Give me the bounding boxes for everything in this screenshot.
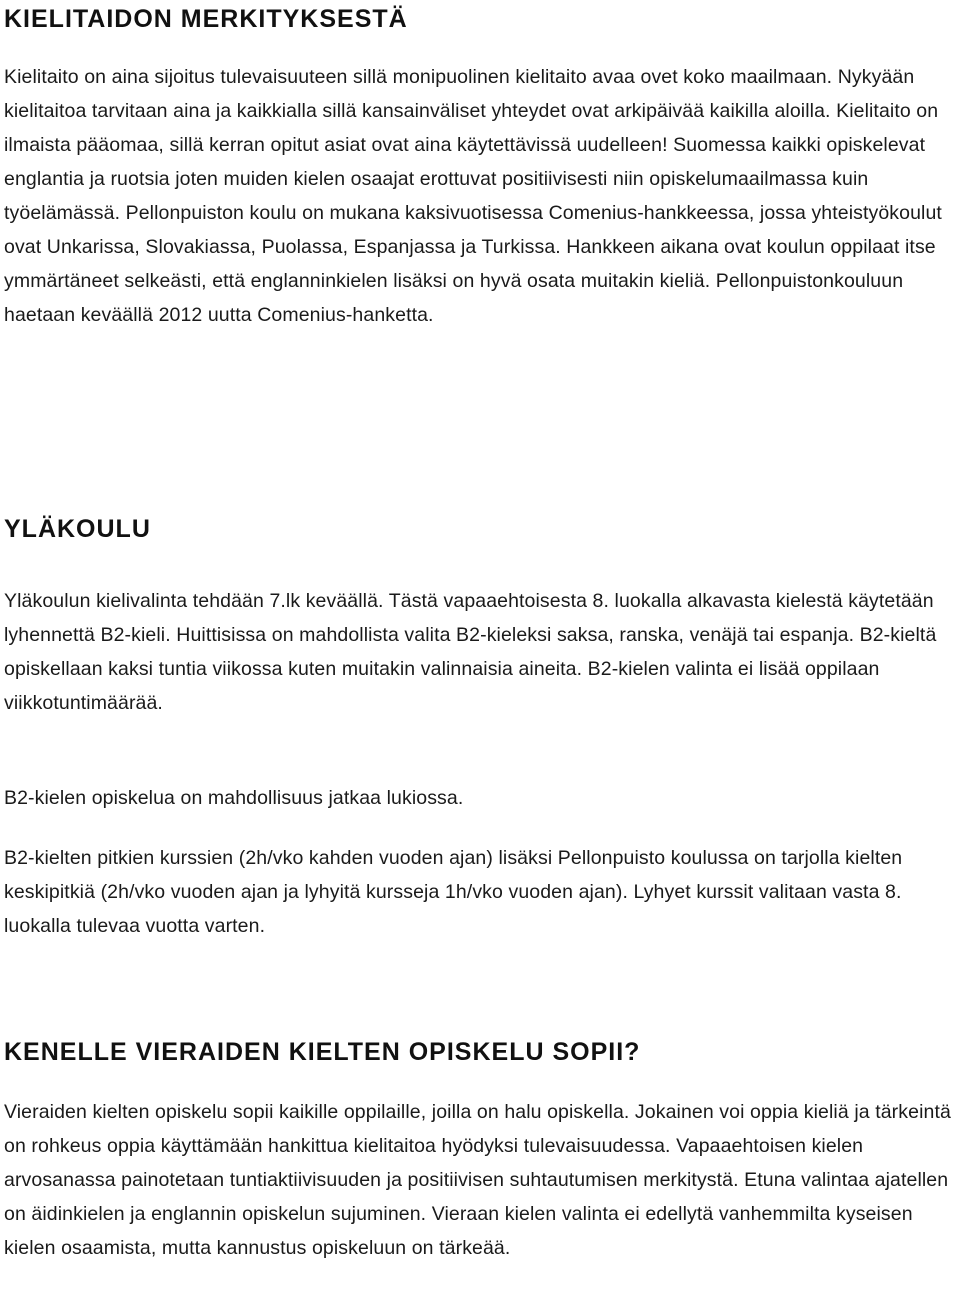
section-title-who-suits: KENELLE VIERAIDEN KIELTEN OPISKELU SOPII? (4, 1038, 641, 1066)
section-title-upper-school: YLÄKOULU (4, 515, 151, 543)
section-paragraph: Kielitaito on aina sijoitus tulevaisuuteen sillä monipuolinen kielitaito avaa ovet koko maailmaan. Nykyään kielitaitoa tarvitaan aina ja kaikkialla sillä kansainväliset yhteydet ovat arkipäivää kaikilla aloilla. Kielitaito on ilmaista pääomaa, sillä kerran opitut asiat ovat aina käytettävissä uudelleen! Suomessa kaikki opiskelevat englantia ja ruotsia joten muiden kielen osaajat erottuvat positiivisesti niin opiskelumaailmassa kuin työelämässä. Pellonpuiston koulu on mukana kaksivuotisessa Comenius-hankkeessa, jossa yhteistyökoulut ovat Unkarissa, Slovakiassa, Puolassa, Espanjassa ja Turkissa. Hankkeen aikana ovat koulun oppilaat itse ymmärtäneet selkeästi, että englanninkielen lisäksi on hyvä osata muitakin kieliä. Pellonpuistonkouluun haetaan keväällä 2012 uutta Comenius-hanketta. (4, 66, 942, 326)
section-paragraph: B2-kielen opiskelua on mahdollisuus jatkaa lukiossa. (4, 787, 464, 809)
section-title-language-skills: KIELITAIDON MERKITYKSESTÄ (4, 5, 408, 33)
section-paragraph: Yläkoulun kielivalinta tehdään 7.lk keväällä. Tästä vapaaehtoisesta 8. luokalla alkavasta kielestä käytetään lyhennettä B2-kieli. Huittisissa on mahdollista valita B2-kieleksi saksa, ranska, venäjä tai espanja. B2-kieltä opiskellaan kaksi tuntia viikossa kuten muitakin valinnaisia aineita. B2-kielen valinta ei lisää oppilaan viikkotuntimäärää. (4, 590, 937, 714)
section-paragraph: Vieraiden kielten opiskelu sopii kaikille oppilaille, joilla on halu opiskella. Jokainen voi oppia kieliä ja tärkeintä on rohkeus oppia käyttämään hankittua kielitaitoa hyödyksi tulevaisuudessa. Vapaaehtoisen kielen arvosanassa painotetaan tuntiaktiivisuuden ja positiivisen suhtautumisen merkitystä. Etuna valintaa ajatellen on äidinkielen ja englannin opiskelun sujuminen. Vieraan kielen valinta ei edellytä vanhemmilta kyseisen kielen osaamista, mutta kannustus opiskeluun on tärkeää. (4, 1101, 951, 1259)
section-paragraph: B2-kielten pitkien kurssien (2h/vko kahden vuoden ajan) lisäksi Pellonpuisto koulussa on tarjolla kielten keskipitkiä (2h/vko vuoden ajan ja lyhyitä kursseja 1h/vko vuoden ajan). Lyhyet kurssit valitaan vasta 8. luokalla tulevaa vuotta varten. (4, 847, 903, 937)
